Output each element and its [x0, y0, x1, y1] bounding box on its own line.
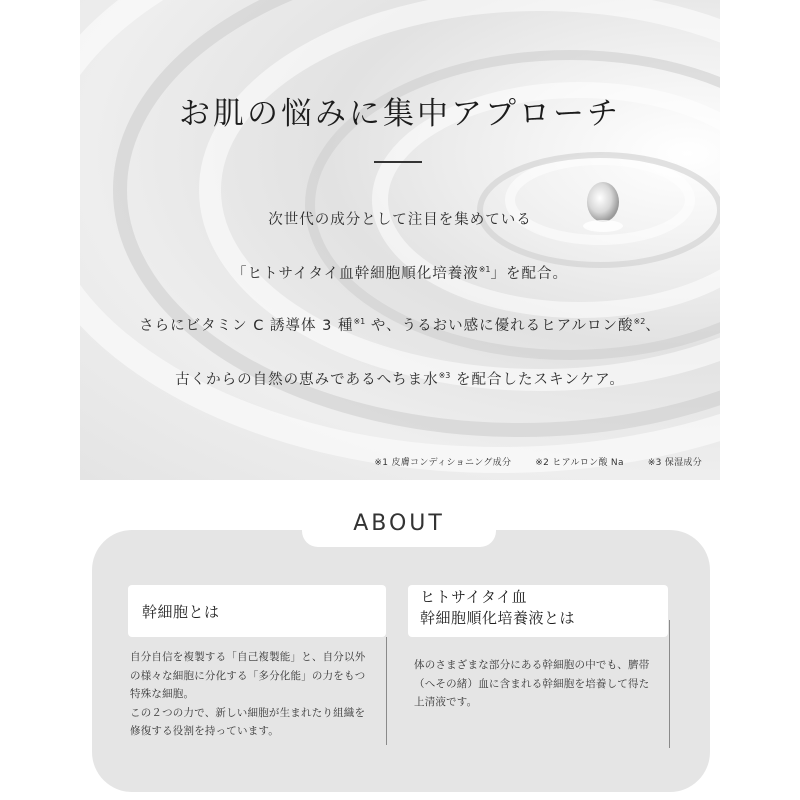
water-ripple-background [80, 0, 720, 480]
card-stem-cell-body: 自分自信を複製する「自己複製能」と、自分以外 の様々な細胞に分化する「多分化能」の力をもつ 特殊な細胞。 この２つの力で、新しい細胞が生まれたり組織を 修復する役割を持っています。 [130, 651, 366, 737]
card-stem-cell-heading: 幹細胞とは [128, 585, 386, 637]
title-divider [374, 161, 422, 163]
about-title: ABOUT [353, 511, 445, 536]
card-culture-fluid-body: 体のさまざまな部分にある幹細胞の中でも、臍帯 （へその緒）血に含まれる幹細胞を培養して得た 上清液です。 [414, 659, 650, 708]
card-divider-line [386, 637, 387, 745]
footnote: ※1 皮膚コンディショニング成分 [374, 458, 512, 468]
card-divider-line [669, 620, 670, 748]
hero-line-1: 次世代の成分として注目を集めている [268, 212, 532, 228]
hero-line-2: 「ヒトサイタイ血幹細胞順化培養液$^{※1}$」を配合。 [232, 265, 568, 282]
hero-title: お肌の悩みに集中アプローチ [179, 96, 621, 132]
hero-line-4: 古くからの自然の恵みであるへちま水$^{※3}$ を配合したスキンケア。 [175, 371, 625, 388]
hero-banner [80, 0, 720, 480]
footnotes [374, 455, 702, 468]
hero-line-3: さらにビタミン C 誘導体 3 種$^{※1}$ や、うるおい感に優れるヒアルロン酸$^{※2}$、 [139, 317, 661, 334]
card-culture-fluid-heading: ヒトサイタイ血 幹細胞順化培養液とは [408, 585, 668, 637]
footnote: ※3 保湿成分 [647, 458, 702, 468]
footnote: ※2 ヒアルロン酸 Na [535, 458, 624, 468]
